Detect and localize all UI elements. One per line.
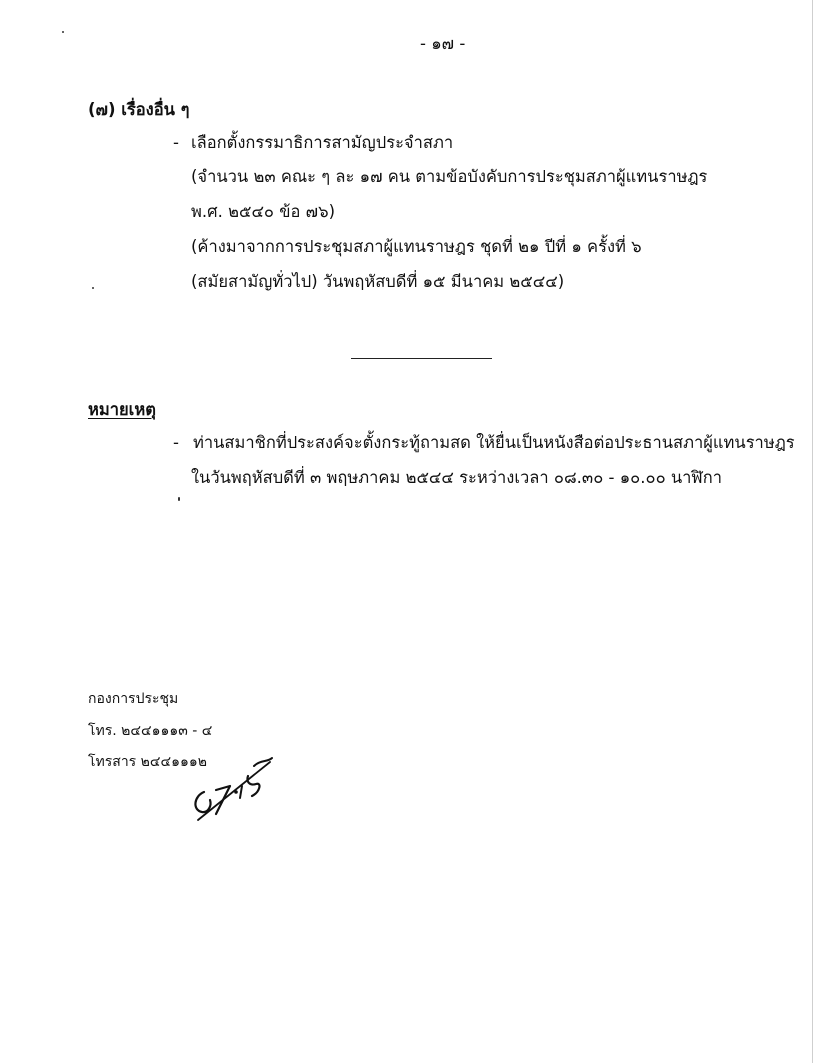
item-title: เลือกตั้งกรรมาธิการสามัญประจำสภา [191,133,454,152]
scan-speck [178,497,180,501]
handwritten-signature [186,752,278,822]
section-divider [351,358,492,359]
scan-speck [92,287,94,289]
footer-fax: โทรสาร ๒๔๔๑๑๑๒ [88,754,207,770]
item-detail-line: (ค้างมาจากการประชุมสภาผู้แทนราษฎร ชุดที่ ๒๑ ปีที่ ๑ ครั้งที่ ๖ [191,237,642,256]
section-heading: (๗) เรื่องอื่น ๆ [88,100,190,119]
page-edge-line [812,0,813,1063]
page-number: - ๑๗ - [420,34,466,53]
note-line: ในวันพฤหัสบดีที่ ๓ พฤษภาคม ๒๕๔๔ ระหว่างเวลา ๐๘.๓๐ - ๑๐.๐๐ นาฬิกา [191,468,722,487]
footer-phone: โทร. ๒๔๔๑๑๑๓ - ๔ [88,723,213,739]
footer-department: กองการประชุม [88,691,179,707]
note-bullet: - [173,433,179,452]
item-detail-line: พ.ศ. ๒๕๔๐ ข้อ ๗๖) [191,202,336,221]
note-heading: หมายเหตุ [88,400,156,419]
item-detail-line: (จำนวน ๒๓ คณะ ๆ ละ ๑๗ คน ตามข้อบังคับการประชุมสภาผู้แทนราษฎร [191,167,708,186]
scan-speck [62,31,64,33]
item-detail-line: (สมัยสามัญทั่วไป) วันพฤหัสบดีที่ ๑๕ มีนาคม ๒๕๔๔) [191,272,565,291]
note-line: ท่านสมาชิกที่ประสงค์จะตั้งกระทู้ถามสด ให้ยื่นเป็นหนังสือต่อประธานสภาผู้แทนราษฎร [193,433,795,452]
item-bullet: - [173,133,179,152]
